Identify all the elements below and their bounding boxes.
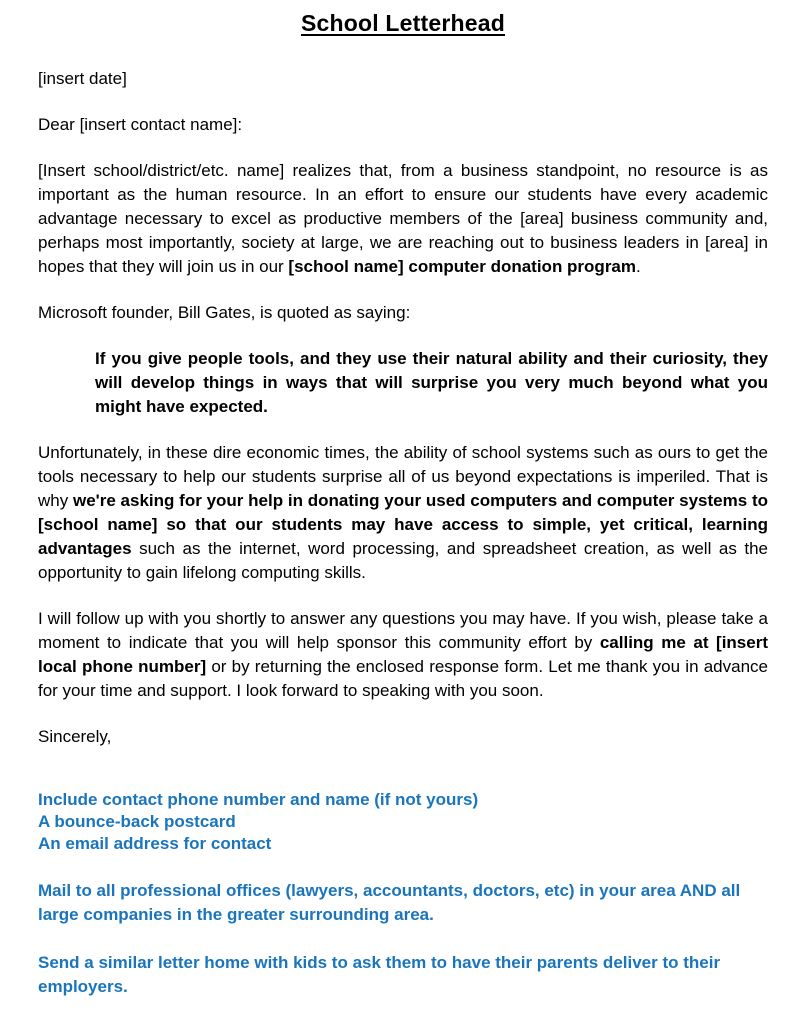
text-run: [school name] computer donation program	[288, 257, 637, 276]
date-placeholder-line: [insert date]	[38, 69, 127, 88]
text-run: [Insert school/district/etc. name] realizes that, from a business standpoint, no resource is as important as the human resource. In an effort to ensure our students have every academic advantage necessary to excel as productive members of the [area] business community and, perhaps most importantly, society at large, we are reaching out to business leaders in [area] in hopes that they will join us in our	[38, 161, 768, 276]
bill-gates-quote: If you give people tools, and they use their natural ability and their curiosity, they will develop things in ways that will surprise you very much beyond what you might have expected.	[95, 349, 768, 416]
text-run: calling me at [insert local phone number]	[38, 633, 768, 676]
paragraph-intro	[38, 159, 768, 279]
text-run: Unfortunately, in these dire economic times, the ability of school systems such as ours to get the tools necessary to help our students surprise all of us beyond expectations is imperiled. That is why	[38, 443, 768, 510]
text-run: we're asking for your help in donating your used computers and computer systems to [school name] so that our students may have access to simple, yet critical, learning advantages	[38, 491, 768, 558]
gates-intro-line: Microsoft founder, Bill Gates, is quoted as saying:	[38, 303, 411, 322]
paragraph-appeal	[38, 441, 768, 585]
text-run: such as the internet, word processing, and spreadsheet creation, as well as the opportunity to gain lifelong computing skills.	[38, 539, 768, 582]
closing-line: Sincerely,	[38, 727, 112, 746]
document-title: School Letterhead	[300, 10, 506, 36]
note-paragraph-kids: Send a similar letter home with kids to ask them to have their parents deliver to their employers.	[38, 953, 721, 996]
text-run: I will follow up with you shortly to answer any questions you may have. If you wish, please take a moment to indicate that you will help sponsor this community effort by	[38, 609, 768, 652]
editor-note-paragraphs	[38, 879, 768, 999]
text-run: .	[636, 257, 641, 276]
editor-notes-list	[38, 789, 768, 855]
note-paragraph-mailing: Mail to all professional offices (lawyers, accountants, doctors, etc) in your area AND all large companies in the greater surrounding area.	[38, 881, 741, 924]
text-run: or by returning the enclosed response form. Let me thank you in advance for your time and support. I look forward to speaking with you soon.	[38, 657, 768, 700]
editor-note-line: An email address for contact	[38, 834, 272, 853]
paragraph-followup	[38, 607, 768, 703]
editor-note-line: Include contact phone number and name (if not yours)	[38, 790, 479, 809]
editor-note-line: A bounce-back postcard	[38, 812, 236, 831]
salutation-line: Dear [insert contact name]:	[38, 115, 243, 134]
